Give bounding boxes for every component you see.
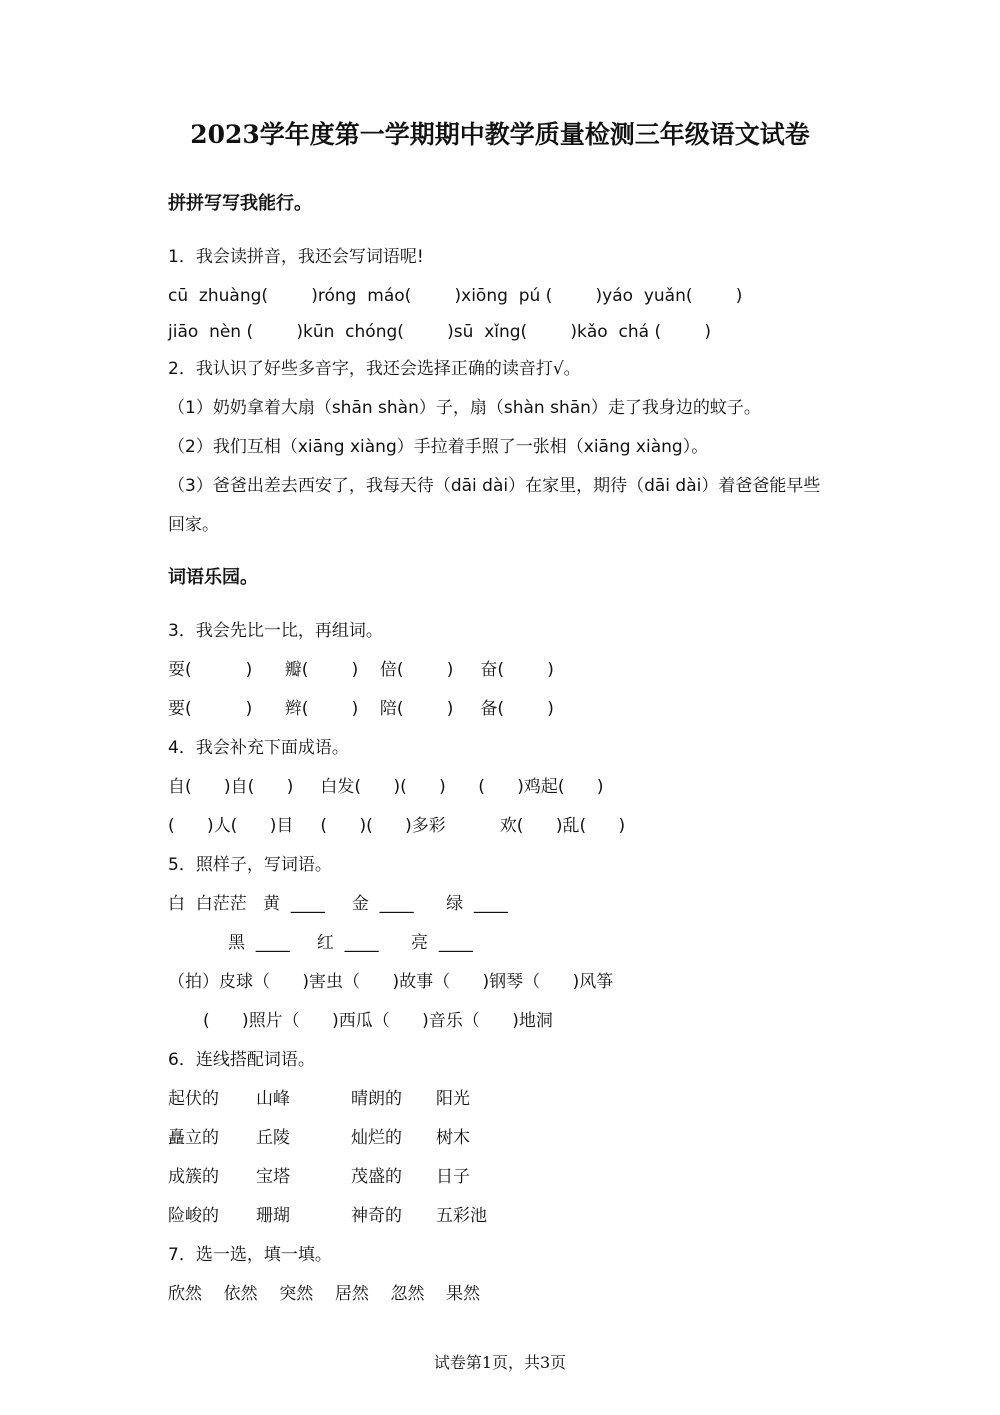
question-3-stem: 3．我会先比一比，再组词。 <box>168 621 383 641</box>
question-2-item-3: （3）爸爸出差去西安了，我每天待（dāi dài）在家里，期待（dāi dài）着爸爸能早些 <box>168 476 821 496</box>
matching-word: 山峰 <box>256 1089 290 1109</box>
matching-word: 茂盛的 <box>351 1167 402 1187</box>
exam-title: 2023学年度第一学期期中教学质量检测三年级语文试卷 <box>190 120 810 149</box>
section-heading-2: 词语乐园。 <box>168 567 258 588</box>
question-2-stem: 2．我认识了好些多音字，我还会选择正确的读音打√。 <box>168 359 581 379</box>
question-1-pinyin-line-1: cū zhuàng( )róng máo( )xiōng pú ( )yáo yuǎn( ) <box>168 286 743 306</box>
matching-word: 日子 <box>436 1167 470 1187</box>
matching-word: 成簇的 <box>168 1167 219 1187</box>
question-5-line-1: 白 白茫茫 黄 ____ 金 ____ 绿 ____ <box>168 894 508 914</box>
question-4-line-1: 自( )自( ) 白发( )( ) ( )鸡起( ) <box>168 777 604 797</box>
question-5-stem: 5．照样子，写词语。 <box>168 855 332 875</box>
matching-word: 起伏的 <box>168 1089 219 1109</box>
question-1-stem: 1．我会读拼音，我还会写词语呢! <box>168 247 424 267</box>
matching-word: 神奇的 <box>351 1206 402 1226</box>
matching-word: 晴朗的 <box>351 1089 402 1109</box>
matching-word: 宝塔 <box>256 1167 290 1187</box>
question-4-line-2: ( )人( )目 ( )( )多彩 欢( )乱( ) <box>168 816 626 836</box>
matching-word: 险峻的 <box>168 1206 219 1226</box>
question-7-stem: 7．选一选，填一填。 <box>168 1245 332 1265</box>
question-3-line-1: 耍( ) 瓣( ) 倍( ) 奋( ) <box>168 660 554 680</box>
matching-word: 阳光 <box>436 1089 470 1109</box>
question-4-stem: 4．我会补充下面成语。 <box>168 738 349 758</box>
question-5-line-3: （拍）皮球（ )害虫（ )故事（ )钢琴（ )风筝 <box>168 972 614 992</box>
matching-word: 灿烂的 <box>351 1128 402 1148</box>
question-5-line-2: 黑 ____ 红 ____ 亮 ____ <box>228 933 473 953</box>
page-footer: 试卷第1页，共3页 <box>433 1353 567 1372</box>
question-7-word-bank: 欣然 依然 突然 居然 忽然 果然 <box>168 1284 481 1304</box>
matching-word: 树木 <box>436 1128 470 1148</box>
question-3-line-2: 要( ) 辫( ) 陪( ) 备( ) <box>168 699 554 719</box>
matching-word: 五彩池 <box>436 1206 487 1226</box>
matching-word: 珊瑚 <box>256 1206 290 1226</box>
question-2-item-2: （2）我们互相（xiāng xiàng）手拉着手照了一张相（xiāng xiàng）。 <box>168 437 709 457</box>
matching-word: 丘陵 <box>256 1128 290 1148</box>
matching-word: 矗立的 <box>168 1128 219 1148</box>
question-1-pinyin-line-2: jiāo nèn ( )kūn chóng( )sū xǐng( )kǎo chá ( ) <box>168 322 711 342</box>
section-heading-1: 拼拼写写我能行。 <box>168 193 312 214</box>
question-2-item-3-continued: 回家。 <box>168 515 219 535</box>
question-6-stem: 6．连线搭配词语。 <box>168 1050 315 1070</box>
question-2-item-1: （1）奶奶拿着大扇（shān shàn）子，扇（shàn shān）走了我身边的蚊子。 <box>168 398 761 418</box>
question-5-line-4: ( )照片（ )西瓜（ )音乐（ )地洞 <box>203 1011 553 1031</box>
